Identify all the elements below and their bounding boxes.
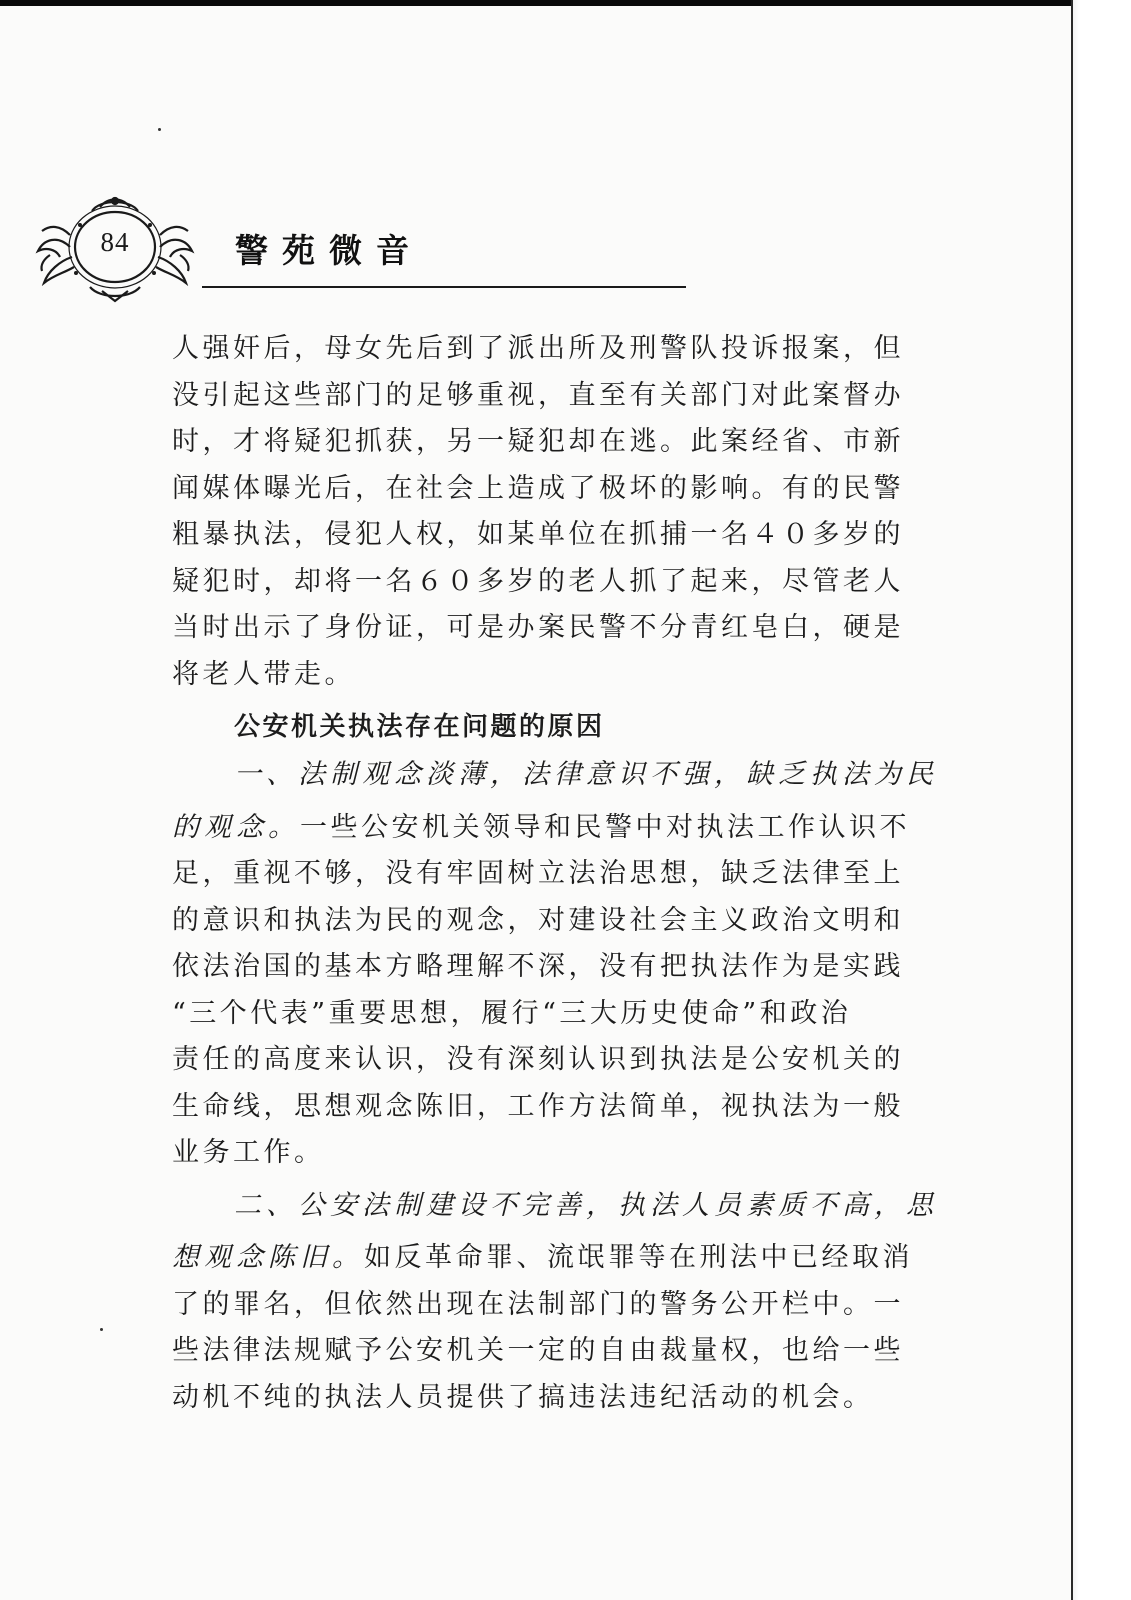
text-line: 闻媒体曝光后，在社会上造成了极坏的影响。有的民警 <box>172 472 904 504</box>
page-number: 84 <box>100 227 130 257</box>
text-line <box>172 805 910 852</box>
scan-speck <box>100 1328 103 1331</box>
text-line: 疑犯时，却将一名６０多岁的老人抓了起来，尽管老人 <box>172 565 904 597</box>
book-title: 警苑微音 <box>235 231 423 270</box>
subheading-continuation: 想观念陈旧。 <box>172 1242 364 1273</box>
text-line-rest: 如反革命罪、流氓罪等在刑法中已经取消 <box>364 1242 913 1273</box>
text-line: 粗暴执法，侵犯人权，如某单位在抓捕一名４０多岁的 <box>172 519 904 550</box>
text-line: 生命线，思想观念陈旧，工作方法简单，视执法为一般 <box>172 1090 904 1122</box>
text-line: 将老人带走。 <box>172 658 355 690</box>
text-line: 当时出示了身份证，可是办案民警不分青红皂白，硬是 <box>172 612 904 643</box>
section-heading: 公安机关执法存在问题的原因 <box>234 712 605 742</box>
subheading-continuation: 的观念。 <box>172 811 300 843</box>
header-divider <box>202 286 686 288</box>
text-line: 依法治国的基本方略理解不深，没有把执法作为是实践 <box>172 951 904 982</box>
text-line: 些法律法规赋予公安机关一定的自由裁量权，也给一些 <box>172 1335 904 1366</box>
text-line: 了的罪名，但依然出现在法制部门的警务公开栏中。一 <box>172 1288 904 1320</box>
text-line: 时，才将疑犯抓获，另一疑犯却在逃。此案经省、市新 <box>172 426 904 457</box>
text-line: 动机不纯的执法人员提供了搞违法违纪活动的机会。 <box>172 1381 874 1413</box>
text-line: 责任的高度来认识，没有深刻认识到执法是公安机关的 <box>172 1044 904 1075</box>
text-line: 的意识和执法为民的观念，对建设社会主义政治文明和 <box>172 904 904 936</box>
text-line: 足，重视不够，没有牢固树立法治思想，缺乏法律至上 <box>172 858 904 889</box>
scan-speck <box>158 128 161 131</box>
text-line: “三个代表”重要思想，履行“三大历史使命”和政治 <box>172 997 852 1029</box>
page-body <box>172 326 938 1421</box>
scan-right-edge <box>1071 0 1131 1600</box>
text-line-rest: 一些公安机关领导和民警中对执法工作认识不 <box>300 811 910 843</box>
text-line: 业务工作。 <box>172 1137 325 1168</box>
text-line: 人强奸后，母女先后到了派出所及刑警队投诉报案，但 <box>172 333 904 364</box>
scan-top-edge <box>0 0 1131 6</box>
page-header <box>30 195 670 305</box>
text-line-subheading: 二、公安法制建设不完善，执法人员素质不高，思 <box>234 1189 938 1221</box>
text-line-subheading: 一、法制观念淡薄，法律意识不强，缺乏执法为民 <box>234 759 938 790</box>
text-line: 没引起这些部门的足够重视，直至有关部门对此案督办 <box>172 379 904 411</box>
text-line <box>172 1235 913 1282</box>
